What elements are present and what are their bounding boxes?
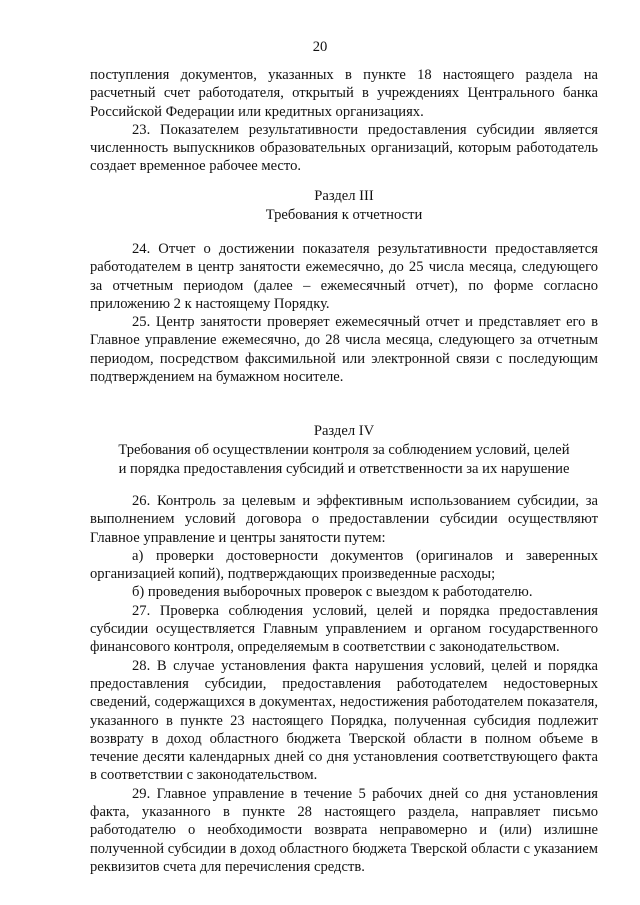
paragraph-27: 27. Проверка соблюдения условий, целей и порядка предоставления субсидии осуществляется Главным управлением и органом государственного финансового контроля, определяемым в соответствии с законодательством.	[90, 602, 598, 656]
page-number: 20	[312, 39, 328, 55]
section-3-number: Раздел III	[314, 188, 374, 204]
section-3-title: Требования к отчетности	[265, 207, 423, 223]
paragraph-25: 25. Центр занятости проверяет ежемесячный отчет и представляет его в Главное управление ежемесячно, до 28 числа месяца, следующего за отчетным периодом, посредством факсимильной или электронной связи с последующим подтверждением на бумажном носителе.	[90, 314, 598, 386]
paragraph-24: 24. Отчет о достижении показателя результативности предоставляется работодателем в центр занятости ежемесячно, до 25 числа месяца, следующего за отчетным периодом (далее – ежемесячный отчет), по форме согласно приложению 2 к настоящему Порядку.	[90, 241, 598, 312]
paragraph-group-top	[90, 66, 598, 176]
paragraph-26-b: б) проведения выборочных проверок с выездом к работодателю.	[132, 584, 533, 601]
paragraph-group-section-3	[90, 240, 598, 386]
section-4-heading	[90, 422, 598, 479]
section-3-heading	[90, 187, 598, 225]
paragraph-26-a: а) проверки достоверности документов (оригиналов и заверенных организацией копий), подтверждающих произведенные расходы;	[90, 547, 598, 583]
paragraph-continuation: поступления документов, указанных в пункте 18 настоящего раздела на расчетный счет работодателя, открытый в учреждениях Центрального банка Российской Федерации или кредитных организациях.	[90, 67, 598, 120]
section-4-title-line-1: Требования об осуществлении контроля за соблюдением условий, целей	[118, 442, 570, 458]
paragraph-group-section-4	[90, 492, 598, 876]
section-4-title-line-2: и порядка предоставления субсидий и ответственности за их нарушение	[118, 461, 570, 477]
paragraph-23: 23. Показателем результативности предоставления субсидии является численность выпускников образовательных организаций, которым работодатель создает временное рабочее место.	[90, 121, 598, 175]
paragraph-28: 28. В случае установления факта нарушения условий, целей и порядка предоставления субсидии, предоставления работодателем недостоверных сведений, содержащихся в документах, недостижения работодателем показателя, указанного в пункте 23 настоящего Порядка, полученная субсидия подлежит возврату в доход областного бюджета Тверской области в полном объеме в течение десяти календарных дней со дня установления соответствующего факта в соответствии с законодательством.	[90, 657, 598, 784]
paragraph-29: 29. Главное управление в течение 5 рабочих дней со дня установления факта, указанного в пункте 28 настоящего раздела, направляет письмо работодателю о необходимости возврата неправомерно и (или) излишне полученной субсидии в доход областного бюджета Тверской области с указанием реквизитов счета для перечисления средств.	[90, 785, 598, 875]
section-4-number: Раздел IV	[313, 423, 375, 439]
paragraph-26: 26. Контроль за целевым и эффективным использованием субсидии, за выполнением условий договора о предоставлении субсидии осуществляют Главное управление и центры занятости путем:	[90, 493, 598, 546]
